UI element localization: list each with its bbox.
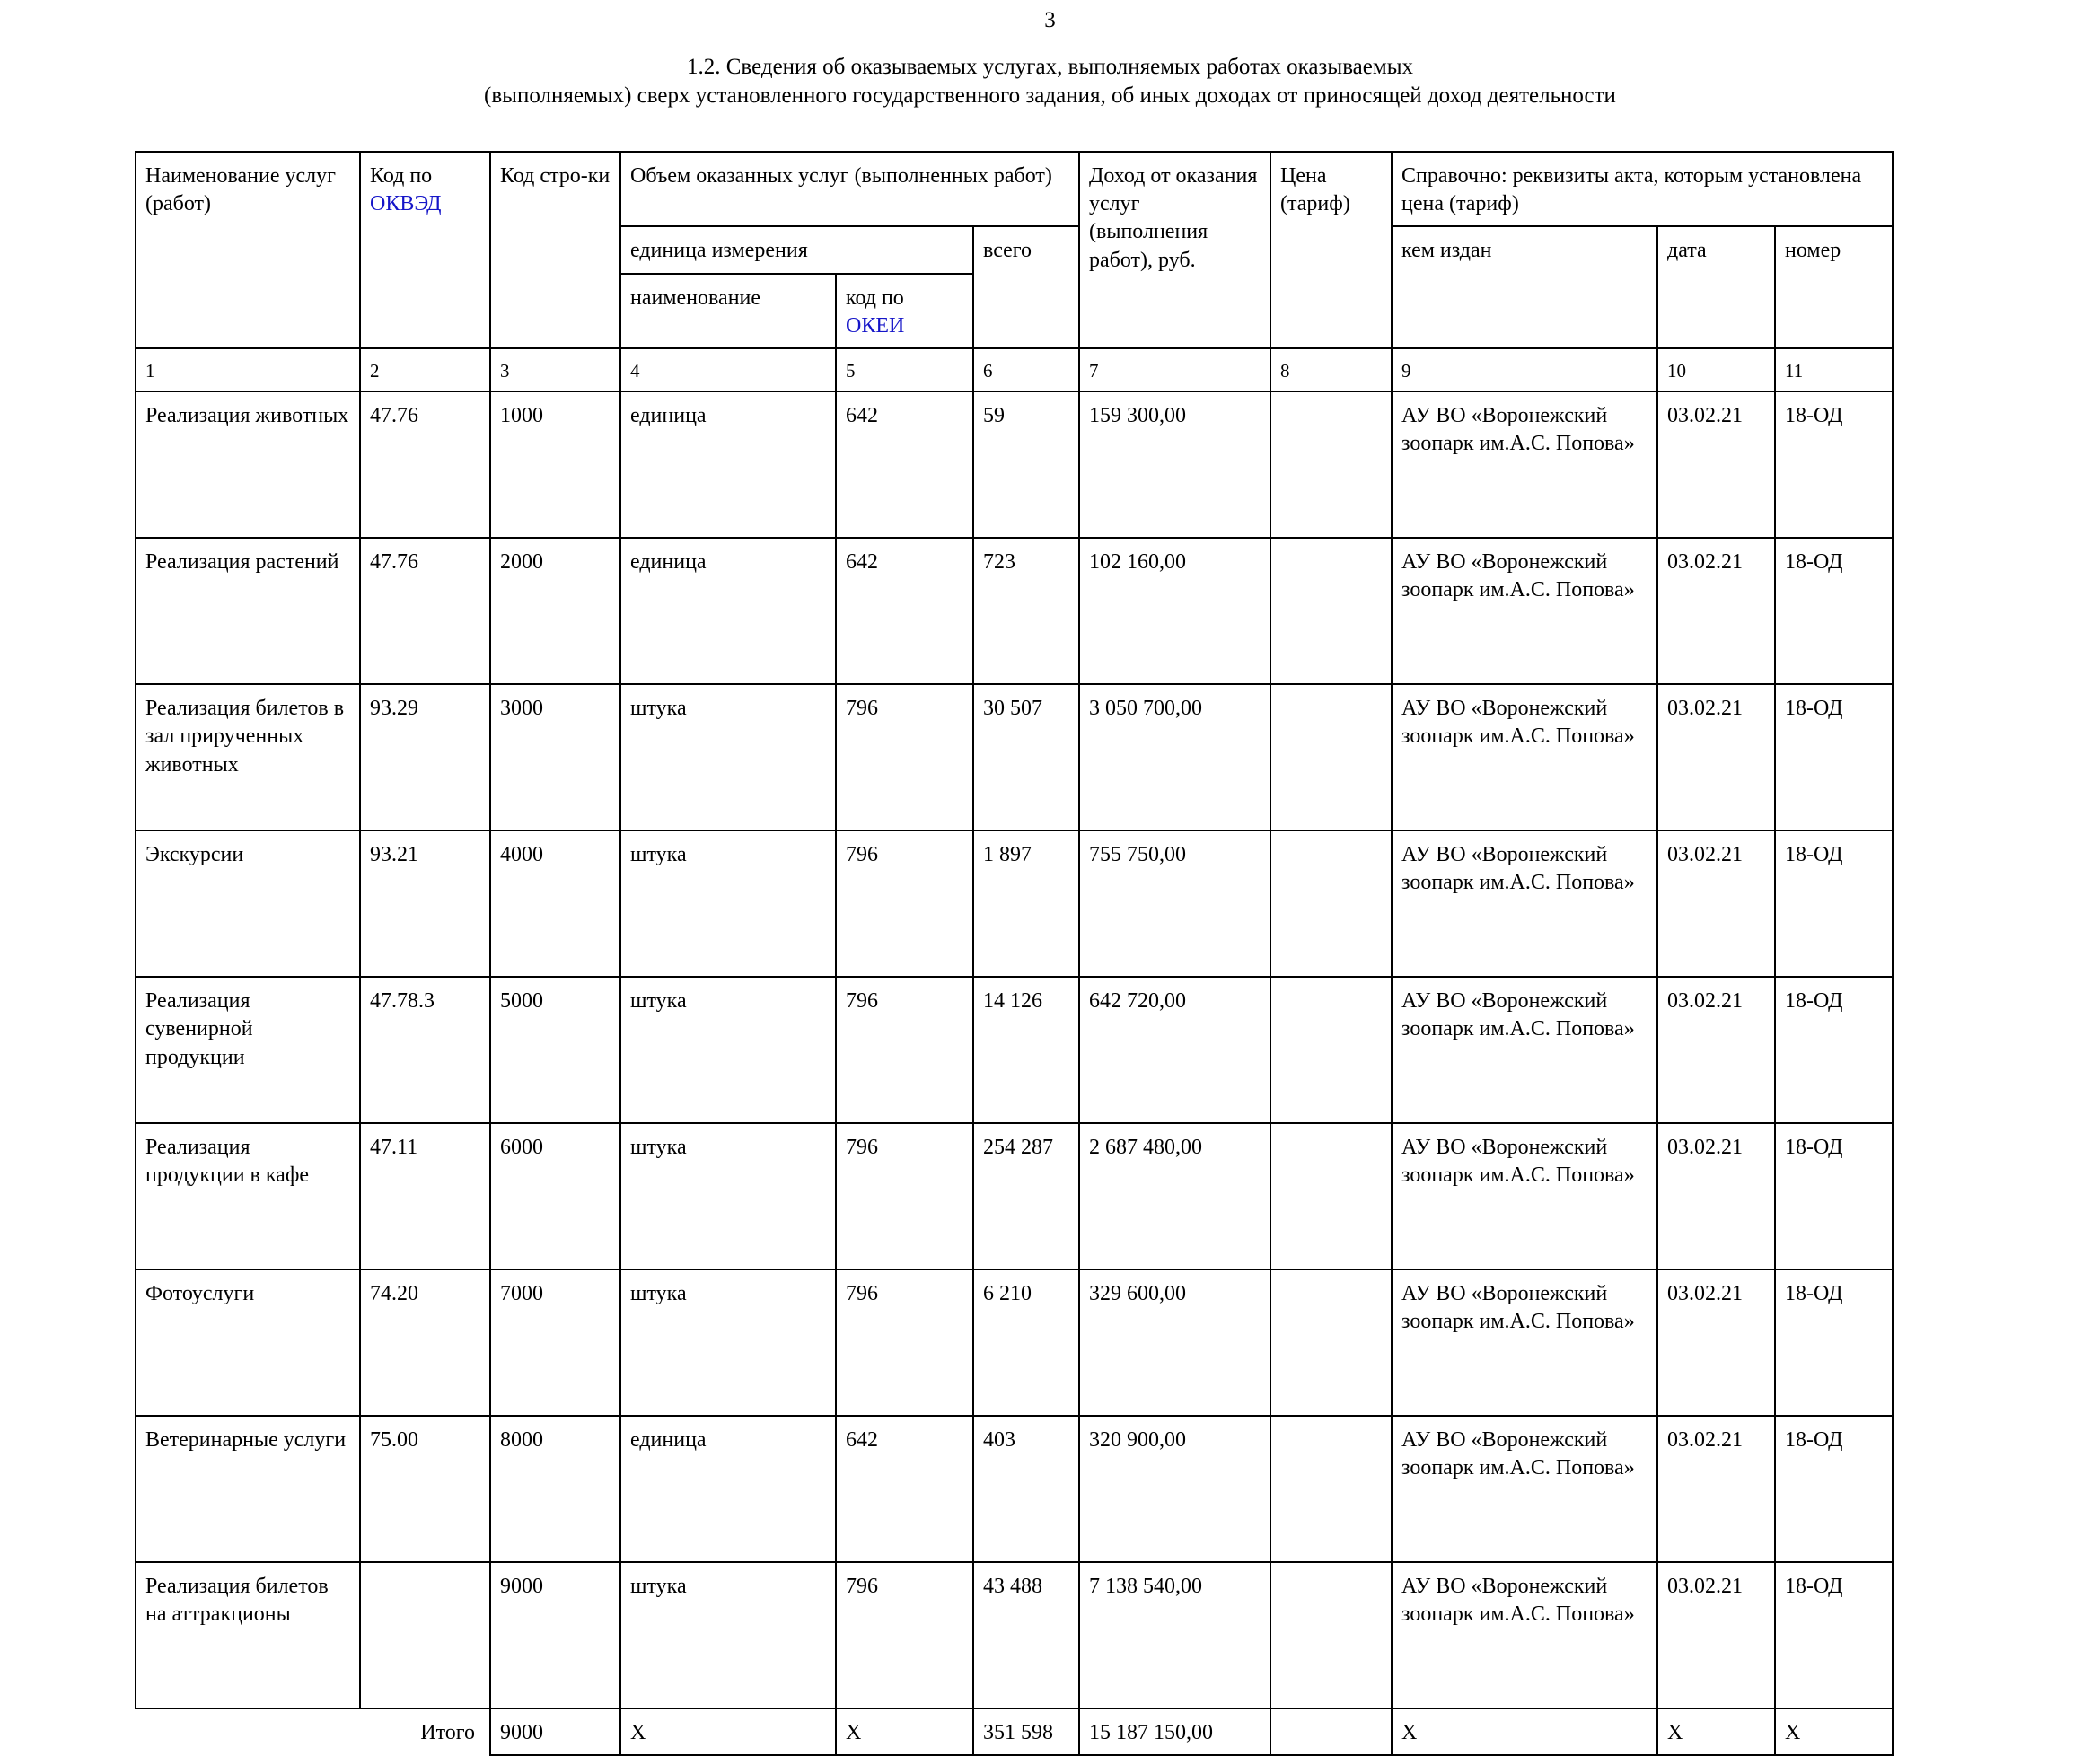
- cell-act-date: 03.02.21: [1657, 1269, 1775, 1416]
- col-number-1: 1: [136, 348, 360, 391]
- cell-unit-code: 796: [836, 977, 973, 1123]
- services-table-wrapper: [135, 151, 1892, 1756]
- services-table: [135, 151, 1894, 1756]
- cell-act-issuer: АУ ВО «Воронежский зоопарк им.А.С. Попова»: [1392, 684, 1657, 830]
- cell-line-code: 4000: [490, 830, 620, 977]
- cell-act-issuer: АУ ВО «Воронежский зоопарк им.А.С. Попова»: [1392, 1269, 1657, 1416]
- table-row: [136, 1123, 1893, 1269]
- header-price: Цена (тариф): [1270, 152, 1392, 348]
- header-unit-name: наименование: [620, 274, 836, 348]
- cell-unit-name: штука: [620, 977, 836, 1123]
- cell-income: 3 050 700,00: [1079, 684, 1270, 830]
- cell-price: [1270, 1123, 1392, 1269]
- header-okei-label: код по: [846, 285, 904, 310]
- cell-volume-total: 403: [973, 1416, 1079, 1562]
- cell-volume-total: 723: [973, 538, 1079, 684]
- cell-volume-total: 43 488: [973, 1562, 1079, 1708]
- cell-act-number: 18-ОД: [1775, 391, 1893, 538]
- cell-price: [1270, 830, 1392, 977]
- total-price: [1270, 1708, 1392, 1755]
- header-okved-code: [360, 152, 490, 348]
- cell-service-name: Реализация билетов на аттракционы: [136, 1562, 360, 1708]
- cell-unit-name: штука: [620, 830, 836, 977]
- cell-price: [1270, 1416, 1392, 1562]
- cell-act-issuer: АУ ВО «Воронежский зоопарк им.А.С. Попова»: [1392, 1562, 1657, 1708]
- col-number-5: 5: [836, 348, 973, 391]
- cell-line-code: 9000: [490, 1562, 620, 1708]
- table-total-row: [136, 1708, 1893, 1755]
- cell-unit-code: 642: [836, 1416, 973, 1562]
- cell-act-issuer: АУ ВО «Воронежский зоопарк им.А.С. Попова»: [1392, 1416, 1657, 1562]
- cell-price: [1270, 977, 1392, 1123]
- header-row-1: [136, 152, 1893, 226]
- cell-line-code: 7000: [490, 1269, 620, 1416]
- col-number-9: 9: [1392, 348, 1657, 391]
- header-act-number: номер: [1775, 226, 1893, 348]
- header-income: Доход от оказания услуг (выполнения работ), руб.: [1079, 152, 1270, 348]
- total-act-issuer: X: [1392, 1708, 1657, 1755]
- cell-act-issuer: АУ ВО «Воронежский зоопарк им.А.С. Попова»: [1392, 538, 1657, 684]
- header-line-code: Код стро-ки: [490, 152, 620, 348]
- total-act-date: X: [1657, 1708, 1775, 1755]
- cell-unit-code: 796: [836, 830, 973, 977]
- cell-service-name: Реализация растений: [136, 538, 360, 684]
- cell-volume-total: 30 507: [973, 684, 1079, 830]
- total-income: 15 187 150,00: [1079, 1708, 1270, 1755]
- cell-service-name: Ветеринарные услуги: [136, 1416, 360, 1562]
- table-body: [136, 391, 1893, 1755]
- col-number-11: 11: [1775, 348, 1893, 391]
- cell-unit-code: 796: [836, 684, 973, 830]
- page-number: 3: [1044, 8, 1056, 32]
- cell-okved: 75.00: [360, 1416, 490, 1562]
- total-act-number: X: [1775, 1708, 1893, 1755]
- col-number-10: 10: [1657, 348, 1775, 391]
- cell-act-number: 18-ОД: [1775, 830, 1893, 977]
- col-number-3: 3: [490, 348, 620, 391]
- col-number-2: 2: [360, 348, 490, 391]
- col-number-4: 4: [620, 348, 836, 391]
- cell-line-code: 2000: [490, 538, 620, 684]
- header-service-name: Наименование услуг (работ): [136, 152, 360, 348]
- cell-line-code: 6000: [490, 1123, 620, 1269]
- cell-act-issuer: АУ ВО «Воронежский зоопарк им.А.С. Попова»: [1392, 1123, 1657, 1269]
- cell-income: 102 160,00: [1079, 538, 1270, 684]
- header-unit-group: единица измерения: [620, 226, 973, 273]
- cell-unit-name: единица: [620, 538, 836, 684]
- table-row: [136, 1416, 1893, 1562]
- cell-act-issuer: АУ ВО «Воронежский зоопарк им.А.С. Попова»: [1392, 977, 1657, 1123]
- cell-price: [1270, 1562, 1392, 1708]
- table-row: [136, 977, 1893, 1123]
- cell-volume-total: 59: [973, 391, 1079, 538]
- table-row: [136, 538, 1893, 684]
- cell-volume-total: 6 210: [973, 1269, 1079, 1416]
- table-header: [136, 152, 1893, 391]
- cell-price: [1270, 538, 1392, 684]
- cell-income: 642 720,00: [1079, 977, 1270, 1123]
- table-row: [136, 1269, 1893, 1416]
- cell-unit-code: 796: [836, 1562, 973, 1708]
- cell-unit-name: штука: [620, 684, 836, 830]
- header-act-date: дата: [1657, 226, 1775, 348]
- cell-line-code: 5000: [490, 977, 620, 1123]
- cell-income: 7 138 540,00: [1079, 1562, 1270, 1708]
- cell-income: 159 300,00: [1079, 391, 1270, 538]
- cell-income: 755 750,00: [1079, 830, 1270, 977]
- cell-okved: 47.11: [360, 1123, 490, 1269]
- cell-unit-name: штука: [620, 1123, 836, 1269]
- cell-act-date: 03.02.21: [1657, 538, 1775, 684]
- cell-okved: [360, 1562, 490, 1708]
- cell-act-date: 03.02.21: [1657, 1123, 1775, 1269]
- cell-act-number: 18-ОД: [1775, 538, 1893, 684]
- cell-volume-total: 1 897: [973, 830, 1079, 977]
- header-okved-label: Код по: [370, 164, 433, 188]
- cell-act-number: 18-ОД: [1775, 1416, 1893, 1562]
- cell-okved: 47.78.3: [360, 977, 490, 1123]
- column-numbering-row: [136, 348, 1893, 391]
- cell-unit-name: штука: [620, 1562, 836, 1708]
- cell-act-number: 18-ОД: [1775, 684, 1893, 830]
- cell-act-number: 18-ОД: [1775, 1562, 1893, 1708]
- cell-service-name: Реализация животных: [136, 391, 360, 538]
- header-act-issuer: кем издан: [1392, 226, 1657, 348]
- header-volume-group: Объем оказанных услуг (выполненных работ): [620, 152, 1079, 226]
- cell-act-date: 03.02.21: [1657, 391, 1775, 538]
- total-unit-code: X: [836, 1708, 973, 1755]
- col-number-7: 7: [1079, 348, 1270, 391]
- okved-link[interactable]: ОКВЭД: [370, 192, 442, 216]
- document-title-line-2: (выполняемых) сверх установленного государственного задания, об иных доходах от приносящей доход деятельности: [484, 83, 1616, 108]
- total-unit-name: X: [620, 1708, 836, 1755]
- cell-service-name: Реализация сувенирной продукции: [136, 977, 360, 1123]
- total-volume: 351 598: [973, 1708, 1079, 1755]
- cell-act-issuer: АУ ВО «Воронежский зоопарк им.А.С. Попова»: [1392, 391, 1657, 538]
- table-row: [136, 1562, 1893, 1708]
- cell-act-issuer: АУ ВО «Воронежский зоопарк им.А.С. Попова»: [1392, 830, 1657, 977]
- cell-line-code: 8000: [490, 1416, 620, 1562]
- cell-okved: 47.76: [360, 391, 490, 538]
- table-row: [136, 391, 1893, 538]
- document-title: [0, 53, 2100, 110]
- cell-act-number: 18-ОД: [1775, 1269, 1893, 1416]
- cell-volume-total: 254 287: [973, 1123, 1079, 1269]
- cell-income: 2 687 480,00: [1079, 1123, 1270, 1269]
- cell-line-code: 1000: [490, 391, 620, 538]
- cell-act-number: 18-ОД: [1775, 1123, 1893, 1269]
- cell-price: [1270, 684, 1392, 830]
- cell-service-name: Реализация билетов в зал прирученных животных: [136, 684, 360, 830]
- cell-okved: 93.21: [360, 830, 490, 977]
- header-okei-code: [836, 274, 973, 348]
- header-volume-total: всего: [973, 226, 1079, 348]
- table-row: [136, 684, 1893, 830]
- cell-line-code: 3000: [490, 684, 620, 830]
- cell-price: [1270, 391, 1392, 538]
- cell-act-date: 03.02.21: [1657, 1416, 1775, 1562]
- okei-link[interactable]: ОКЕИ: [846, 313, 905, 338]
- cell-unit-name: единица: [620, 1416, 836, 1562]
- total-label: Итого: [420, 1721, 475, 1745]
- document-title-line-1: 1.2. Сведения об оказываемых услугах, выполняемых работах оказываемых: [687, 55, 1413, 79]
- cell-service-name: Фотоуслуги: [136, 1269, 360, 1416]
- cell-act-date: 03.02.21: [1657, 830, 1775, 977]
- cell-unit-code: 642: [836, 538, 973, 684]
- cell-income: 329 600,00: [1079, 1269, 1270, 1416]
- cell-service-name: Экскурсии: [136, 830, 360, 977]
- cell-unit-name: единица: [620, 391, 836, 538]
- cell-unit-code: 796: [836, 1269, 973, 1416]
- cell-price: [1270, 1269, 1392, 1416]
- cell-unit-name: штука: [620, 1269, 836, 1416]
- col-number-8: 8: [1270, 348, 1392, 391]
- cell-okved: 47.76: [360, 538, 490, 684]
- cell-unit-code: 796: [836, 1123, 973, 1269]
- cell-act-date: 03.02.21: [1657, 1562, 1775, 1708]
- table-row: [136, 830, 1893, 977]
- cell-okved: 74.20: [360, 1269, 490, 1416]
- col-number-6: 6: [973, 348, 1079, 391]
- cell-volume-total: 14 126: [973, 977, 1079, 1123]
- cell-service-name: Реализация продукции в кафе: [136, 1123, 360, 1269]
- total-line-code: 9000: [490, 1708, 620, 1755]
- cell-act-date: 03.02.21: [1657, 684, 1775, 830]
- cell-unit-code: 642: [836, 391, 973, 538]
- cell-act-number: 18-ОД: [1775, 977, 1893, 1123]
- cell-act-date: 03.02.21: [1657, 977, 1775, 1123]
- cell-income: 320 900,00: [1079, 1416, 1270, 1562]
- header-act-group: Справочно: реквизиты акта, которым установлена цена (тариф): [1392, 152, 1893, 226]
- cell-okved: 93.29: [360, 684, 490, 830]
